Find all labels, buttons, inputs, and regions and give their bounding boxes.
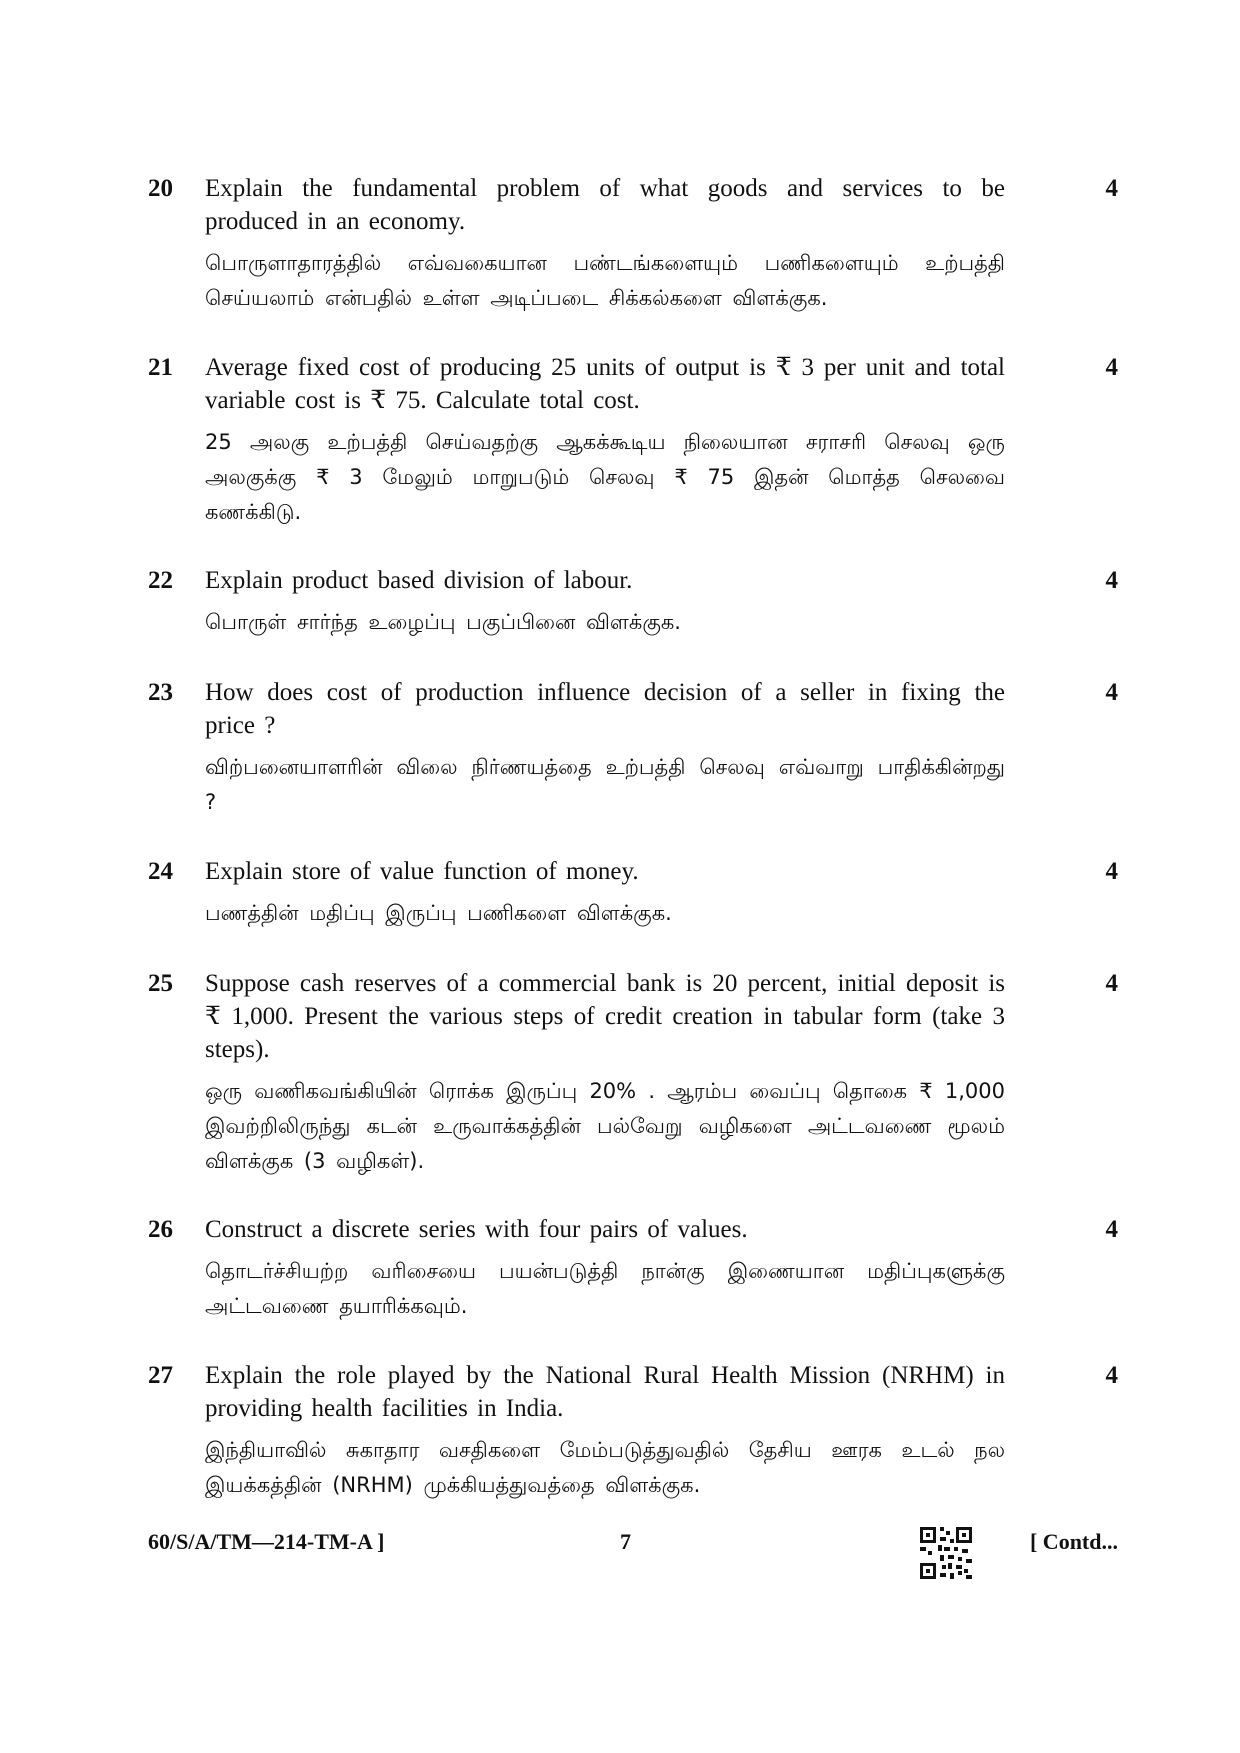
- question-body: [205, 564, 1005, 640]
- question-body: [205, 676, 1005, 820]
- question-text-tamil: தொடர்ச்சியற்ற வரிசையை பயன்படுத்தி நான்கு இணையான மதிப்புகளுக்கு அட்டவணை தயாரிக்கவும்.: [205, 1259, 1005, 1318]
- qr-code-icon: [918, 1525, 974, 1581]
- question-marks: 4: [1105, 175, 1118, 202]
- question-body: [205, 1213, 1005, 1324]
- question-text-english: Construct a discrete series with four pairs of values.: [205, 1216, 748, 1243]
- question-body: [205, 351, 1005, 530]
- question-text-english: Suppose cash reserves of a commercial bank is 20 percent, initial deposit is ₹ 1,000. Present the various steps of credit creation in tabular form (take 3 steps).: [205, 970, 1005, 1063]
- question-body: [205, 172, 1005, 316]
- question-marks: 4: [1105, 1362, 1118, 1389]
- question-marks: 4: [1105, 970, 1118, 997]
- question-text-tamil: 25 அலகு உற்பத்தி செய்வதற்கு ஆகக்கூடிய நிலையான சராசரி செலவு ஒரு அலகுக்கு ₹ 3 மேலும் மாறுபடும் செலவு ₹ 75 இதன் மொத்த செலவை கணக்கிடு.: [205, 430, 1005, 524]
- question-text-tamil: ஒரு வணிகவங்கியின் ரொக்க இருப்பு 20% . ஆரம்ப வைப்பு தொகை ₹ 1,000 இவற்றிலிருந்து கடன் உருவாக்கத்தின் பல்வேறு வழிகளை அட்டவணை மூலம் விளக்குக (3 வழிகள்).: [205, 1079, 1005, 1173]
- question-text-english: Explain product based division of labour.: [205, 567, 633, 594]
- question-text-tamil: பணத்தின் மதிப்பு இருப்பு பணிகளை விளக்குக.: [205, 901, 672, 925]
- question-number: 24: [148, 858, 173, 885]
- question-text-tamil: இந்தியாவில் சுகாதார வசதிகளை மேம்படுத்துவதில் தேசிய ஊரக உடல் நல இயக்கத்தின் (NRHM) முக்கியத்துவத்தை விளக்குக.: [205, 1438, 1005, 1497]
- question-text-english: Average fixed cost of producing 25 units of output is ₹ 3 per unit and total variable cost is ₹ 75. Calculate total cost.: [205, 354, 1005, 414]
- question-text-english: Explain the fundamental problem of what goods and services to be produced in an economy.: [205, 175, 1005, 235]
- continued-label: [ Contd...: [1029, 1529, 1118, 1554]
- question-marks: 4: [1105, 679, 1118, 706]
- page-footer: [148, 1525, 1118, 1575]
- question-marks: 4: [1105, 1216, 1118, 1243]
- question-number: 22: [148, 567, 173, 594]
- question-number: 21: [148, 354, 173, 381]
- question-text-tamil: பொருள் சார்ந்த உழைப்பு பகுப்பினை விளக்குக.: [205, 610, 681, 634]
- question-body: [205, 967, 1005, 1179]
- question-body: [205, 1359, 1005, 1503]
- question-number: 27: [148, 1362, 173, 1389]
- question-body: [205, 855, 1005, 931]
- question-text-tamil: பொருளாதாரத்தில் எவ்வகையான பண்டங்களையும் பணிகளையும் உற்பத்தி செய்யலாம் என்பதில் உள்ள அடிப்படை சிக்கல்களை விளக்குக.: [205, 251, 1005, 310]
- question-marks: 4: [1105, 858, 1118, 885]
- question-number: 25: [148, 970, 173, 997]
- question-number: 23: [148, 679, 173, 706]
- question-marks: 4: [1105, 354, 1118, 381]
- question-text-english: Explain store of value function of money.: [205, 858, 639, 885]
- question-text-english: Explain the role played by the National Rural Health Mission (NRHM) in providing health facilities in India.: [205, 1362, 1005, 1422]
- paper-code: 60/S/A/TM—214-TM-A ]: [148, 1529, 385, 1554]
- question-text-tamil: விற்பனையாளரின் விலை நிர்ணயத்தை உற்பத்தி செலவு எவ்வாறு பாதிக்கின்றது ?: [205, 755, 1005, 814]
- page-number: 7: [620, 1529, 631, 1554]
- question-marks: 4: [1105, 567, 1118, 594]
- question-number: 26: [148, 1216, 173, 1243]
- question-text-english: How does cost of production influence decision of a seller in fixing the price ?: [205, 679, 1005, 739]
- question-number: 20: [148, 175, 173, 202]
